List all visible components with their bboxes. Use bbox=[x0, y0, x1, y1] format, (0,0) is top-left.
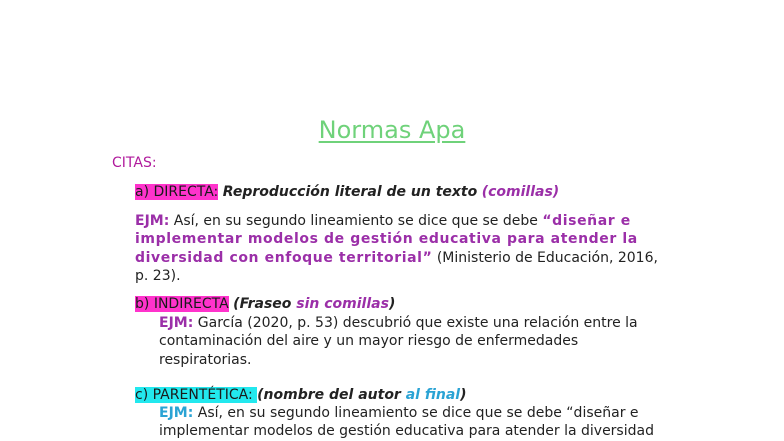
item-c-label: PARENTÉTICA: bbox=[152, 387, 253, 403]
item-c-marker: c) bbox=[135, 387, 149, 403]
item-a-description: Reproducción literal de un texto bbox=[222, 184, 478, 200]
item-b-example-line-1 bbox=[159, 314, 638, 333]
item-a-line3-citation: (Ministerio de Educación, 2016, bbox=[432, 250, 658, 266]
item-b-paren-open: (Fraseo bbox=[233, 296, 297, 312]
item-a-example-line-3 bbox=[135, 249, 658, 268]
item-b-line3-text: respiratorias. bbox=[159, 352, 252, 368]
item-a-label: DIRECTA: bbox=[153, 184, 219, 200]
item-a-line1-text: Así, en su segundo lineamiento se dice que se debe bbox=[173, 213, 543, 229]
item-c-example-line-1 bbox=[159, 404, 639, 423]
item-b-heading bbox=[135, 295, 395, 314]
item-c-heading bbox=[135, 386, 466, 405]
item-a-paren: (comillas) bbox=[481, 184, 560, 200]
item-a-line2-quote: implementar modelos de gestión educativa para atender la bbox=[135, 231, 638, 247]
item-c-line2-text: implementar modelos de gestión educativa para atender la diversidad bbox=[159, 423, 654, 439]
item-b-line1-text: García (2020, p. 53) descubrió que existe una relación entre la bbox=[193, 315, 638, 331]
item-c-label-highlight bbox=[135, 387, 257, 403]
item-a-line4-text: p. 23). bbox=[135, 268, 181, 284]
item-a-ejm-label: EJM: bbox=[135, 213, 170, 229]
item-b-example-line-2 bbox=[159, 332, 578, 351]
item-b-ejm-label: EJM: bbox=[159, 315, 194, 331]
item-b-label: INDIRECTA bbox=[153, 296, 229, 312]
item-c-example-line-2 bbox=[159, 422, 654, 441]
item-b-line2-text: contaminación del aire y un mayor riesgo de enfermedades bbox=[159, 333, 579, 349]
item-a-line3-quote: diversidad con enfoque territorial” bbox=[135, 250, 433, 266]
item-c-paren-open: (nombre del autor bbox=[257, 387, 406, 403]
item-c-line1-text: Así, en su segundo lineamiento se dice que se debe “diseñar e bbox=[193, 405, 639, 421]
item-a-example-line-4 bbox=[135, 267, 181, 286]
item-c-ejm-label: EJM: bbox=[159, 405, 194, 421]
item-b-paren-close: ) bbox=[388, 296, 396, 312]
item-b-paren-colored: sin comillas bbox=[296, 296, 389, 312]
item-a-example-line-1 bbox=[135, 212, 631, 231]
section-heading: CITAS: bbox=[112, 155, 157, 171]
item-c-paren-close: ) bbox=[460, 387, 467, 403]
item-b-marker: b) bbox=[135, 296, 150, 312]
page-title: Normas Apa bbox=[318, 116, 466, 144]
item-a-line1-quote: “diseñar e bbox=[542, 213, 631, 229]
item-a-example-line-2 bbox=[135, 230, 638, 249]
item-a-heading bbox=[135, 183, 559, 202]
item-b-label-highlight bbox=[135, 296, 229, 312]
item-a-label-highlight bbox=[135, 184, 218, 200]
item-c-paren-colored: al final bbox=[405, 387, 461, 403]
item-b-example-line-3 bbox=[159, 351, 252, 370]
item-a-marker: a) bbox=[135, 184, 150, 200]
